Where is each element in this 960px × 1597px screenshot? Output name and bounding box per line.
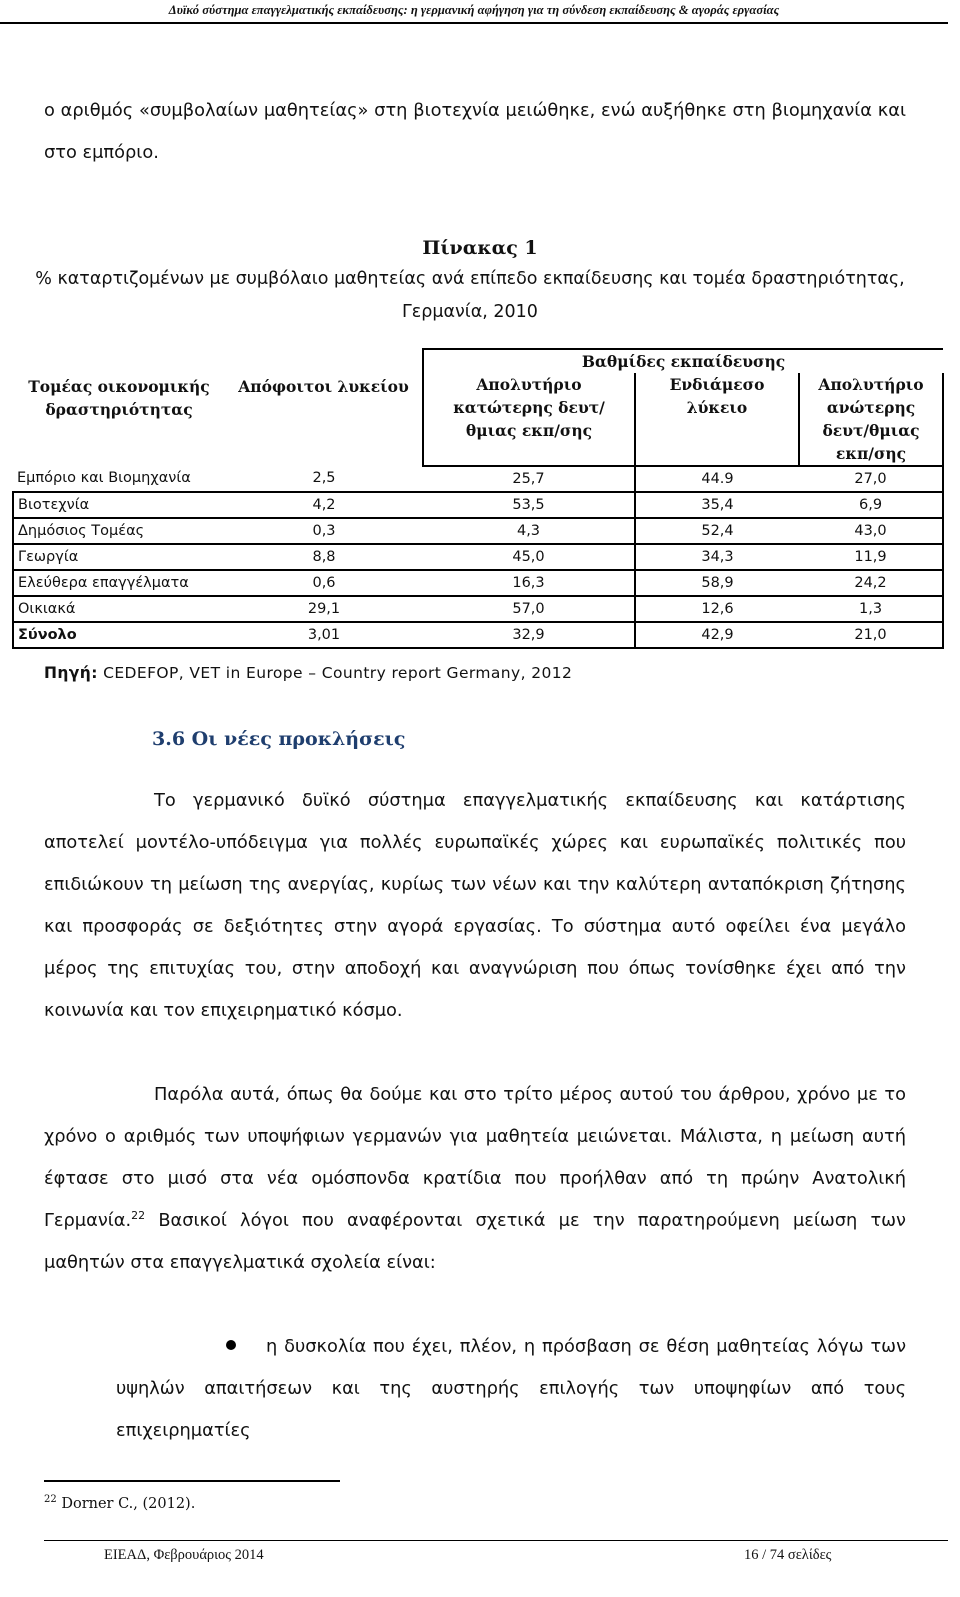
section-heading: 3.6 Οι νέες προκλήσεις [152,728,406,750]
col-header-lyceum-graduates: Απόφοιτοι λυκείου [238,377,409,396]
table-row [13,622,943,648]
paragraph-text: Βασικοί λόγοι που αναφέρονται σχετικά με την παρατηρούμενη μείωση των μαθητών στα επαγγελματικά σχολεία είναι: [44,1210,906,1273]
table-title: Πίνακας 1 [422,237,538,259]
cell-value: 24,2 [799,570,943,596]
cell-value: 57,0 [423,596,635,622]
cell-value: 43,0 [799,518,943,544]
footnote-reference[interactable]: 22 [131,1209,146,1223]
cell-value: 32,9 [423,622,635,648]
footnote-text: Dorner C., (2012). [56,1495,196,1512]
row-sector-label: Εμπόριο και Βιομηχανία [17,470,191,486]
source-text: CEDEFOP, VET in Europe – Country report Germany, 2012 [103,664,573,682]
cell-value: 1,3 [799,596,943,622]
body-paragraph [44,1074,906,1284]
cell-value: 8,8 [225,544,423,570]
list-item: η δυσκολία που έχει, πλέον, η πρόσβαση σε θέση μαθητείας λόγω των υψηλών απαιτήσεων και της αυστηρής επιλογής των υποψηφίων από τους επιχειρηματίες [116,1336,906,1441]
paragraph-text: Παρόλα αυτά, όπως θα δούμε και στο τρίτο μέρος αυτού του άρθρου, χρόνο με το χρόνο ο αριθμός των υποψήφιων γερμανών για μαθητεία μειώνεται. Μάλιστα, η μείωση αυτή έφτασε στο μισό στα νέα ομόσπονδα κρατίδια που προήλθαν από τη πρώην Ανατολική Γερμανία. [44,1084,906,1231]
row-sector-label: Ελεύθερα επαγγέλματα [13,570,225,596]
footnote-separator [44,1480,340,1482]
row-sector-label: Σύνολο [13,622,225,648]
cell-value: 2,5 [312,470,336,486]
cell-value: 52,4 [635,518,799,544]
cell-value: 11,9 [799,544,943,570]
table-row [13,596,943,622]
row-sector-label: Γεωργία [13,544,225,570]
col-header-lower-secondary: Απολυτήριο κατώτερης δευτ/θμιας εκπ/σης [423,373,635,466]
cell-value: 27,0 [799,466,943,492]
footnote [44,1494,195,1512]
cell-value: 45,0 [423,544,635,570]
footer-publisher-date: ΕΙΕΑΔ, Φεβρουάριος 2014 [104,1547,264,1563]
col-header-intermediate: Ενδιάμεσο λύκειο [635,373,799,466]
cell-value: 3,01 [225,622,423,648]
cell-value: 35,4 [635,492,799,518]
body-paragraph: Το γερμανικό δυϊκό σύστημα επαγγελματικής εκπαίδευσης και κατάρτισης αποτελεί μοντέλο-υπόδειγμα για πολλές ευρωπαϊκές χώρες και ευρωπαϊκές πολιτικές που επιδιώκουν τη μείωση της ανεργίας, κυρίως των νέων και την καλύτερη ανταπόκριση ζήτησης και προσφοράς σε δεξιότητες στην αγορά εργασίας. Το σύστημα αυτό οφείλει ένα μεγάλο μέρος της επιτυχίας του, στην αποδοχή και αναγνώριση που όπως τονίσθηκε έχει από την κοινωνία και τον επιχειρηματικό κόσμο. [44,790,906,1021]
running-header: Δυϊκό σύστημα επαγγελματικής εκπαίδευσης: η γερμανική αφήγηση για τη σύνδεση εκπαίδευσης & αγοράς εργασίας [0,0,948,24]
col-header-upper-secondary: Απολυτήριο ανώτερης δευτ/θμιας εκπ/σης [799,373,943,466]
group-header-education-levels: Βαθμίδες εκπαίδευσης [423,349,943,373]
cell-value: 4,2 [225,492,423,518]
col-header-sector: Τομέας οικονομικής δραστηριότητας [28,377,210,419]
cell-value: 21,0 [799,622,943,648]
cell-value: 29,1 [225,596,423,622]
table-source [44,664,572,682]
footer-rule [44,1540,948,1541]
table-caption: % καταρτιζομένων με συμβόλαιο μαθητείας ανά επίπεδο εκπαίδευσης και τομέα δραστηριότητας, Γερμανία, 2010 [35,269,905,322]
row-sector-label: Βιοτεχνία [13,492,225,518]
table-row [13,466,943,492]
cell-value: 34,3 [635,544,799,570]
footnote-number: 22 [44,1494,57,1505]
cell-value: 53,5 [423,492,635,518]
apprenticeship-table [12,348,944,649]
table-row [13,544,943,570]
cell-value: 6,9 [799,492,943,518]
cell-value: 25,7 [512,471,545,487]
cell-value: 58,9 [635,570,799,596]
cell-value: 0,3 [225,518,423,544]
intro-paragraph: ο αριθμός «συμβολαίων μαθητείας» στη βιοτεχνία μειώθηκε, ενώ αυξήθηκε στη βιομηχανία και στο εμπόριο. [44,100,906,163]
cell-value: 42,9 [635,622,799,648]
cell-value: 0,6 [225,570,423,596]
cell-value: 16,3 [423,570,635,596]
table-row [13,518,943,544]
cell-value: 44.9 [635,466,799,492]
cell-value: 4,3 [423,518,635,544]
footer-page-number: 16 / 74 σελίδες [744,1547,832,1563]
table-row [13,570,943,596]
source-label: Πηγή: [44,664,98,682]
row-sector-label: Οικιακά [13,596,225,622]
cell-value: 12,6 [635,596,799,622]
table-row [13,492,943,518]
row-sector-label: Δημόσιος Τομέας [13,518,225,544]
